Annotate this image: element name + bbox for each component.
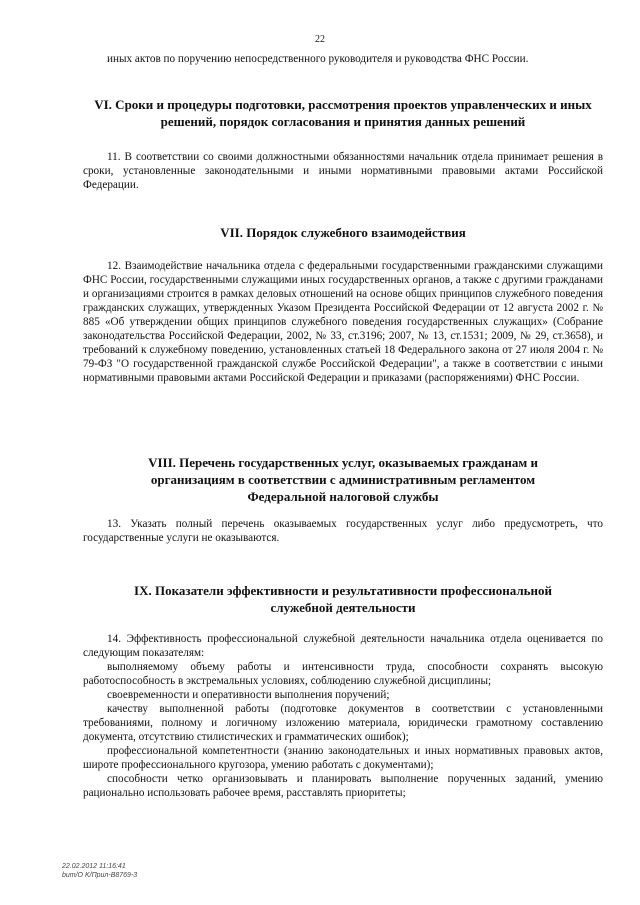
indicator-item: выполняемому объему работы и интенсивности труда, способности сохранять высокую работоспособность в экстремальных условиях, соблюдению служебной дисциплины; [83,661,603,687]
page-number: 22 [315,34,325,45]
section-vi [83,96,603,192]
section-ix-heading: IX. Показатели эффективности и результативности профессиональной служебной деятельности [134,583,552,615]
section-ix [83,582,603,800]
paragraph-11: 11. В соответствии со своими должностными обязанностями начальник отдела принимает решения в сроки, установленные законодательными и иными нормативными правовыми актами Российской Федерации. [83,151,603,191]
section-viii [83,454,603,545]
footer-timestamp: 22.02.2012 11:16:41 [62,863,126,870]
indicator-item: способности четко организовывать и планировать выполнение порученных заданий, умению рационально использовать рабочее время, расставлять приоритеты; [83,773,603,799]
intro-line: иных актов по поручению непосредственного руководителя и руководства ФНС России. [107,53,529,65]
indicator-item: профессиональной компетентности (знанию законодательных и иных нормативных правовых актов, широте профессионального кругозора, умению работать с документами); [83,745,603,771]
paragraph-13: 13. Указать полный перечень оказываемых государственных услуг либо предусмотреть, что государственные услуги не оказываются. [83,518,603,544]
paragraph-12: 12. Взаимодействие начальника отдела с федеральными государственными гражданскими служащими ФНС России, государственными служащими иных государственных органов, а также с другими гражданами и организациями строится в рамках деловых отношений на основе общих принципов служебного поведения гражданских служащих, утвержденных Указом Президента Российской Федерации от 12 августа 2002 г. № 885 «Об утверждении общих принципов служебного поведения государственных служащих» (Собрание законодательства Российской Федерации, 2002, № 33, ст.3196; 2007, № 13, ст.1531; 2009, № 29, ст.3658), и требований к служебному поведению, установленных статьей 18 Федерального закона от 27 июля 2004 г. № 79-ФЗ "О государственной гражданской службе Российской Федерации", а также в соответствии с иными нормативными правовыми актами Российской Федерации и приказами (распоряжениями) ФНС России. [83,260,603,384]
indicator-item: своевременности и оперативности выполнения поручений; [107,689,390,701]
intro-line-block [83,52,603,66]
section-viii-heading: VIII. Перечень государственных услуг, оказываемых гражданам и организациям в соответствии с административным регламентом Федеральной налоговой службы [148,455,538,504]
indicator-item: качеству выполненной работы (подготовке документов в соответствии с установленными требованиями, полному и логичному изложению материала, юридически грамотному составлению документа, отсутствию стилистических и грамматических ошибок); [83,703,603,743]
footer-stamp [62,862,137,880]
section-vii-heading: VII. Порядок служебного взаимодействия [220,225,466,240]
section-vi-heading: VI. Сроки и процедуры подготовки, рассмотрения проектов управленческих и иных решений, порядок согласования и принятия данных решений [94,97,592,129]
section-vii [83,224,603,385]
footer-file-code: bum/O K/Прил-В8769-3 [62,872,138,879]
paragraph-14: 14. Эффективность профессиональной служебной деятельности начальника отдела оценивается по следующим показателям: [83,633,603,659]
